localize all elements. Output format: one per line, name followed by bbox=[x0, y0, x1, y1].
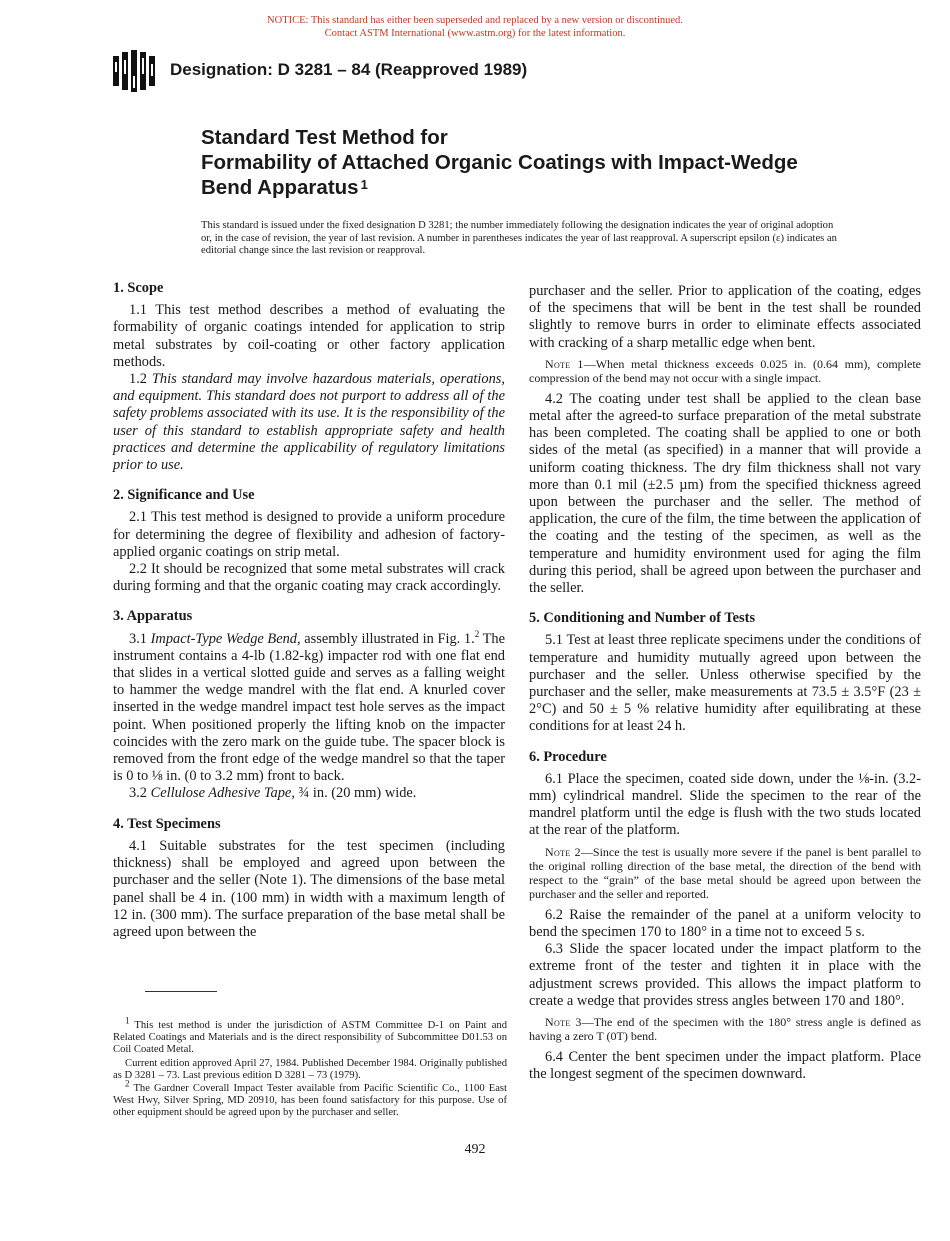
footnote-1: $^1$ This test method is under the jurisdiction of ASTM Committee D-1 on Paint and Related Coatings and Materials and is the direct responsibility of Subcommittee D01.53 on Coil Coated Metal. bbox=[113, 1015, 507, 1056]
footnote-2: $^2$ The Gardner Coverall Impact Tester available from Pacific Scientific Co., 1100 East West Hwy, Silver Spring, MD 20910, has been found satisfactory for this purpose. Use of other equipment should be agreed upon by the purchaser and seller. bbox=[113, 1078, 507, 1119]
section-4-heading: 4. Test Specimens bbox=[113, 815, 221, 832]
right-column bbox=[529, 283, 921, 1083]
notice-line-1: NOTICE: This standard has either been superseded and replaced by a new version or discontinued. bbox=[267, 15, 683, 26]
document-title bbox=[201, 125, 881, 200]
paragraph-6-3: 6.3 Slide the spacer located under the impact platform to the extreme front of the tester and tighten it in place with the adjustment screws provided. This allows the impact platform to create a wedge that provides stress angles between 170 and 180°. bbox=[529, 941, 921, 1009]
paragraph-6-1: 6.1 Place the specimen, coated side down, under the ⅛-in. (3.2-mm) cylindrical mandrel. Slide the specimen to the rear of the mandrel platform until the edge is flush with the two studs located at the rear of the platform. bbox=[529, 770, 921, 839]
footnote-1-edition: Current edition approved April 27, 1984. Published December 1984. Originally published as D 3281 – 73. Last previous edition D 3281 – 73 (1979). bbox=[113, 1057, 507, 1081]
paragraph-5-1: 5.1 Test at least three replicate specimens under the conditions of temperature and humidity mutually agreed upon between the purchaser and the seller. Unless otherwise specified by the purchaser and the seller, make measurements at 73.5 ± 3.5°F (23 ± 2°C) and 50 ± 5 % relative humidity after equilibrating at these conditions for at least 24 h. bbox=[529, 632, 921, 735]
footnotes bbox=[113, 1015, 507, 1121]
astm-logo-icon bbox=[112, 50, 158, 92]
paragraph-1-2: 1.2 This standard may involve hazardous materials, operations, and equipment. This standard does not purport to address all of the safety problems associated with its use. It is the responsibility of the user of this standard to establish appropriate safety and health practices and determine the applicability of regulatory limitations prior to use. bbox=[113, 371, 505, 474]
standard-issue-note: This standard is issued under the fixed designation D 3281; the number immediately following the designation indicates the year of original adoption or, in the case of revision, the year of last revision. A number in parentheses indicates the year of last reapproval. A superscript epsilon (ε) indicates an editorial change since the last revision or reapproval. bbox=[201, 220, 837, 256]
section-3-heading: 3. Apparatus bbox=[113, 608, 193, 625]
paragraph-6-2: 6.2 Raise the remainder of the panel at a uniform velocity to bend the specimen 170 to 180° in a time not to exceed 5 s. bbox=[529, 906, 921, 940]
notice-line-2: Contact ASTM International (www.astm.org) for the latest information. bbox=[324, 28, 626, 39]
title-line-3: Bend Apparatus $^1$ bbox=[201, 176, 368, 199]
paragraph-4-1-continued: purchaser and the seller. Prior to application of the coating, edges of the specimens that will be bent in the test shall be rounded slightly to remove burrs in order to eliminate effects associated with cracking of a sharp metallic edge when bent. bbox=[529, 283, 921, 351]
paragraph-4-1: 4.1 Suitable substrates for the test specimen (including thickness) shall be employed and agreed upon between the purchaser and the seller (Note 1). The dimensions of the base metal panel shall be 4 in. (100 mm) in width with a maximum length of 12 in. (300 mm). The surface preparation of the base metal shall be agreed upon between the bbox=[113, 837, 505, 940]
note-1: Note 1—When metal thickness exceeds 0.025 in. (0.64 mm), complete compression of the bend may not occur with a single impact. bbox=[529, 356, 921, 385]
section-6-heading: 6. Procedure bbox=[529, 748, 607, 765]
paragraph-1-1: 1.1 This test method describes a method of evaluating the formability of organic coatings intended for application to strip metal substrates by coil-coating or other factory application methods. bbox=[113, 302, 505, 370]
paragraph-6-4: 6.4 Center the bent specimen under the impact platform. Place the longest segment of the specimen downward. bbox=[529, 1048, 921, 1083]
paragraph-2-2: 2.2 It should be recognized that some metal substrates will crack during forming and that the organic coating may crack accordingly. bbox=[113, 561, 505, 595]
designation: Designation: D 3281 – 84 (Reapproved 1989) bbox=[170, 60, 528, 79]
title-line-2: Formability of Attached Organic Coatings with Impact-Wedge bbox=[201, 151, 798, 174]
title-footnote-ref: 1 bbox=[360, 177, 368, 192]
paragraph-3-2: 3.2 Cellulose Adhesive Tape, ¾ in. (20 mm) wide. bbox=[129, 785, 417, 802]
paragraph-2-1: 2.1 This test method is designed to provide a uniform procedure for determining the degree of flexibility and adhesion of factory-applied organic coatings on strip metal. bbox=[113, 509, 505, 560]
left-column bbox=[113, 280, 505, 941]
page-number: 492 bbox=[464, 1142, 486, 1157]
paragraph-3-1: 3.1 Impact-Type Wedge Bend, assembly illustrated in Fig. 1.$^2$ The instrument contains a 4-lb (1.82-kg) impacter rod with one flat end that slides in a vertical slotted guide and serves as a falling weight to hammer the wedge mandrel with the flat end. A knurled cover inserted in the wedge mandrel impact test hole serves as the impact point. When positioned properly the lifting knob on the impacter coincides with the zero mark on the guide tube. The spacer block is removed from the front edge of the wedge mandrel so that the taper is 0 to ⅛ in. (0 to 3.2 mm) front to back. bbox=[113, 628, 505, 785]
section-5-heading: 5. Conditioning and Number of Tests bbox=[529, 610, 756, 627]
supersession-notice bbox=[0, 14, 950, 40]
title-line-1: Standard Test Method for bbox=[201, 126, 448, 149]
section-2-heading: 2. Significance and Use bbox=[113, 487, 255, 504]
footnote-divider bbox=[145, 991, 217, 992]
paragraph-4-2: 4.2 The coating under test shall be applied to the clean base metal after the agreed-to surface preparation of the metal substrate has been completed. The coating shall be applied to one or both sides of the metal (as specified) in a manner that will provide a uniform coating thickness. The dry film thickness shall not vary more than 0.1 mil (±2.5 µm) from the specified thickness agreed upon between the purchaser and the seller. The method of application, the cure of the film, the time between the application of the coating and the testing of the specimen, as well as the temperature and humidity environment used for aging the film during this period, shall be agreed upon between the purchaser and the seller. bbox=[529, 390, 921, 597]
note-2: Note 2—Since the test is usually more severe if the panel is bent parallel to the original rolling direction of the base metal, the direction of the bend with respect to the “grain” of the base metal should be agreed upon between the purchaser and the seller and reported. bbox=[529, 844, 921, 901]
note-3: Note 3—The end of the specimen with the 180° stress angle is defined as having a zero T (0T) bend. bbox=[529, 1014, 921, 1043]
section-1-heading: 1. Scope bbox=[113, 280, 164, 296]
